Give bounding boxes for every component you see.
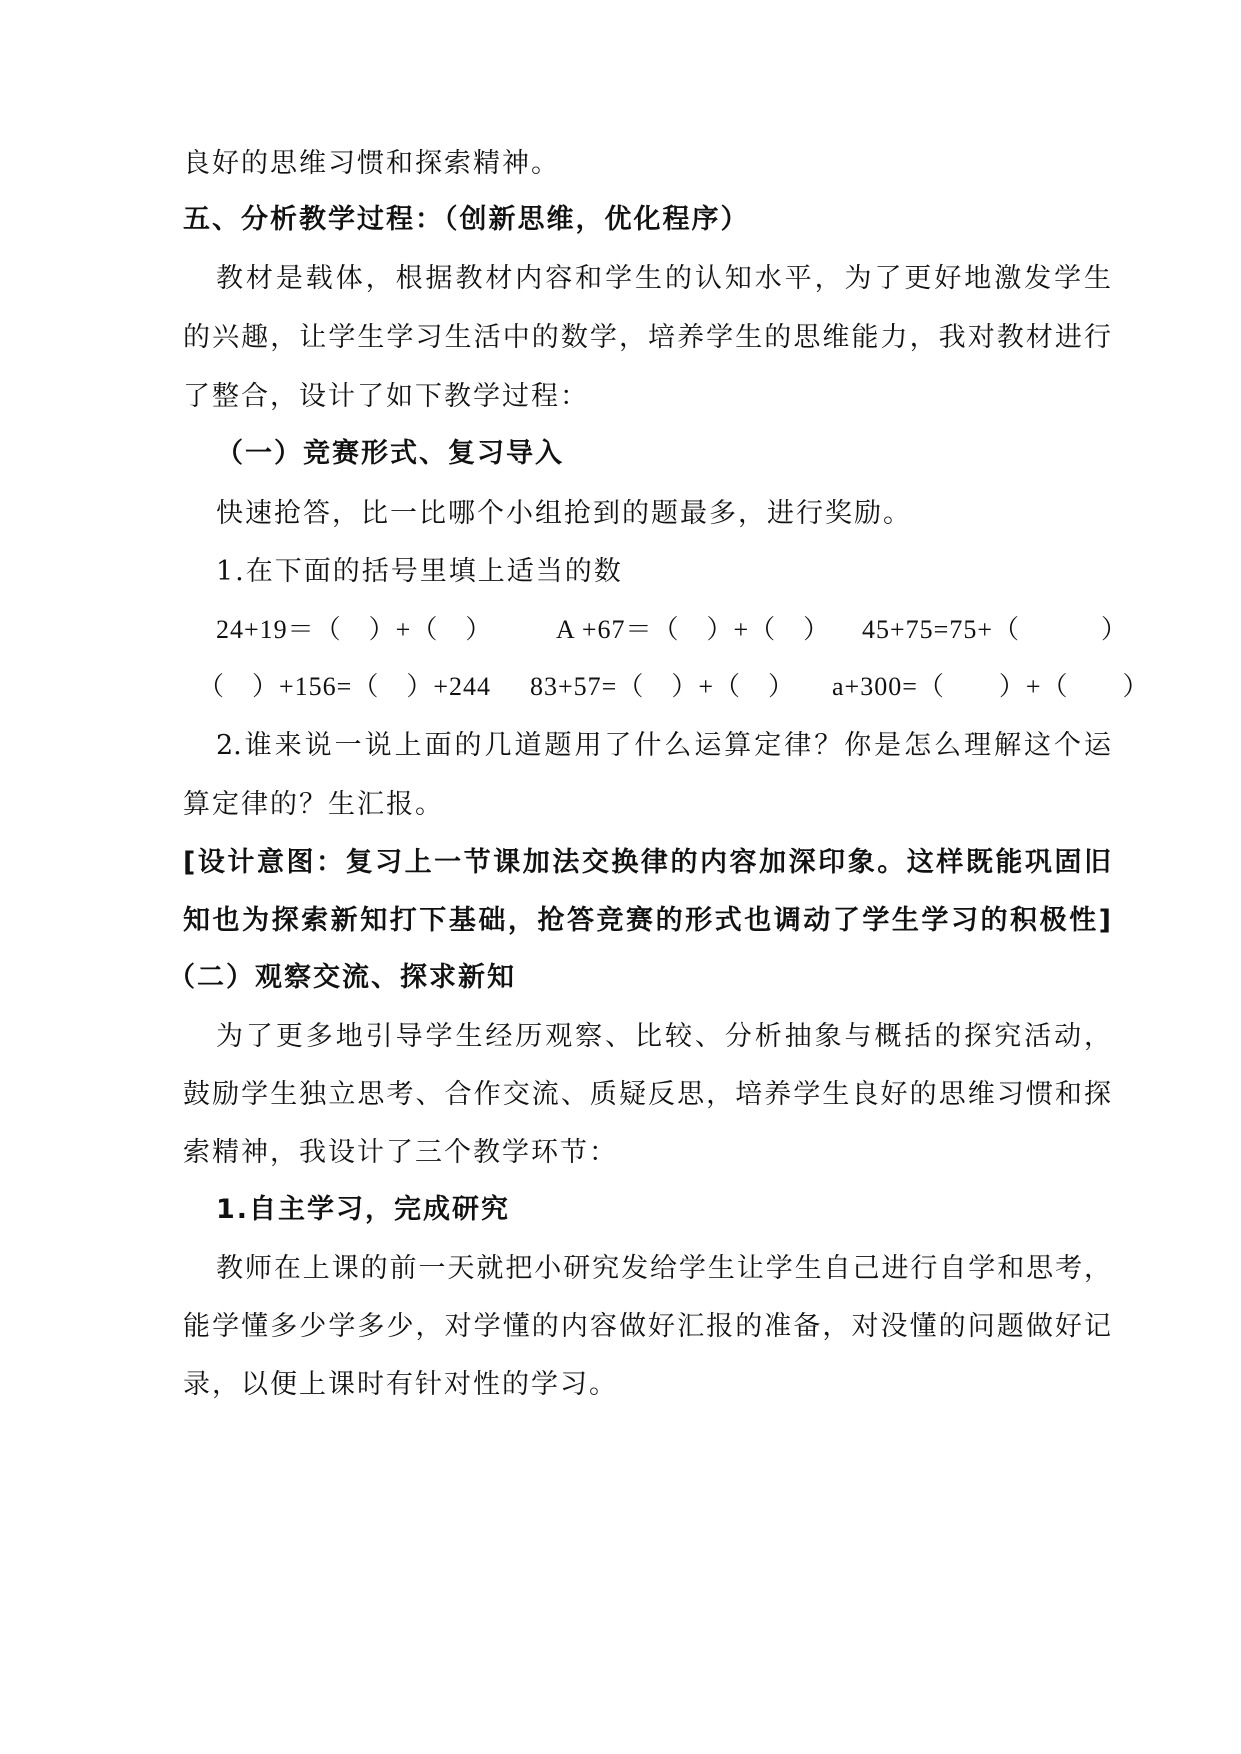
paragraph-line: 能学懂多少学多少，对学懂的内容做好汇报的准备，对没懂的问题做好记	[183, 1311, 1111, 1342]
exercise-item: a+300=（ ）+（ ）	[832, 672, 1150, 701]
exercise-instruction: 1.在下面的括号里填上适当的数	[216, 556, 623, 587]
paragraph-line: 算定律的？生汇报。	[183, 789, 444, 820]
paragraph-line: 2.谁来说一说上面的几道题用了什么运算定律？你是怎么理解这个运	[216, 730, 1111, 761]
paragraph-line: 快速抢答，比一比哪个小组抢到的题最多，进行奖励。	[216, 498, 912, 529]
exercise-item: 45+75=75+（ ）	[862, 615, 1128, 644]
paragraph-line: 录，以便上课时有针对性的学习。	[183, 1369, 618, 1400]
paragraph-line: 为了更多地引导学生经历观察、比较、分析抽象与概括的探究活动，	[216, 1021, 1111, 1052]
paragraph-line: 索精神，我设计了三个教学环节：	[183, 1137, 618, 1168]
paragraph-line: 教材是载体，根据教材内容和学生的认知水平，为了更好地激发学生	[216, 263, 1111, 294]
paragraph-line: 的兴趣，让学生学习生活中的数学，培养学生的思维能力，我对教材进行	[183, 322, 1111, 353]
section-heading: 五、分析教学过程：（创新思维，优化程序）	[183, 204, 750, 235]
paragraph-line: 了整合，设计了如下教学过程：	[183, 381, 589, 412]
design-intent-line: [设计意图：复习上一节课加法交换律的内容加深印象。这样既能巩固旧	[183, 847, 1111, 878]
paragraph-line: 教师在上课的前一天就把小研究发给学生让学生自己进行自学和思考，	[216, 1253, 1111, 1284]
subsection-heading: 1.自主学习，完成研究	[216, 1194, 511, 1225]
paragraph-line: 良好的思维习惯和探索精神。	[183, 148, 560, 179]
exercise-item: 83+57=（ ）+（ ）	[530, 672, 795, 701]
subsection-heading: （一）竞赛形式、复习导入	[216, 438, 564, 469]
paragraph-line: 鼓励学生独立思考、合作交流、质疑反思，培养学生良好的思维习惯和探	[183, 1079, 1111, 1110]
exercise-item: 24+19＝（ ）+（ ）	[216, 615, 493, 644]
exercise-item: （ ）+156=（ ）+244	[198, 672, 491, 701]
subsection-heading: （二）观察交流、探求新知	[168, 962, 516, 993]
exercise-item: A +67＝（ ）+（ ）	[556, 615, 831, 644]
design-intent-line: 知也为探索新知打下基础，抢答竞赛的形式也调动了学生学习的积极性]	[183, 905, 1111, 936]
